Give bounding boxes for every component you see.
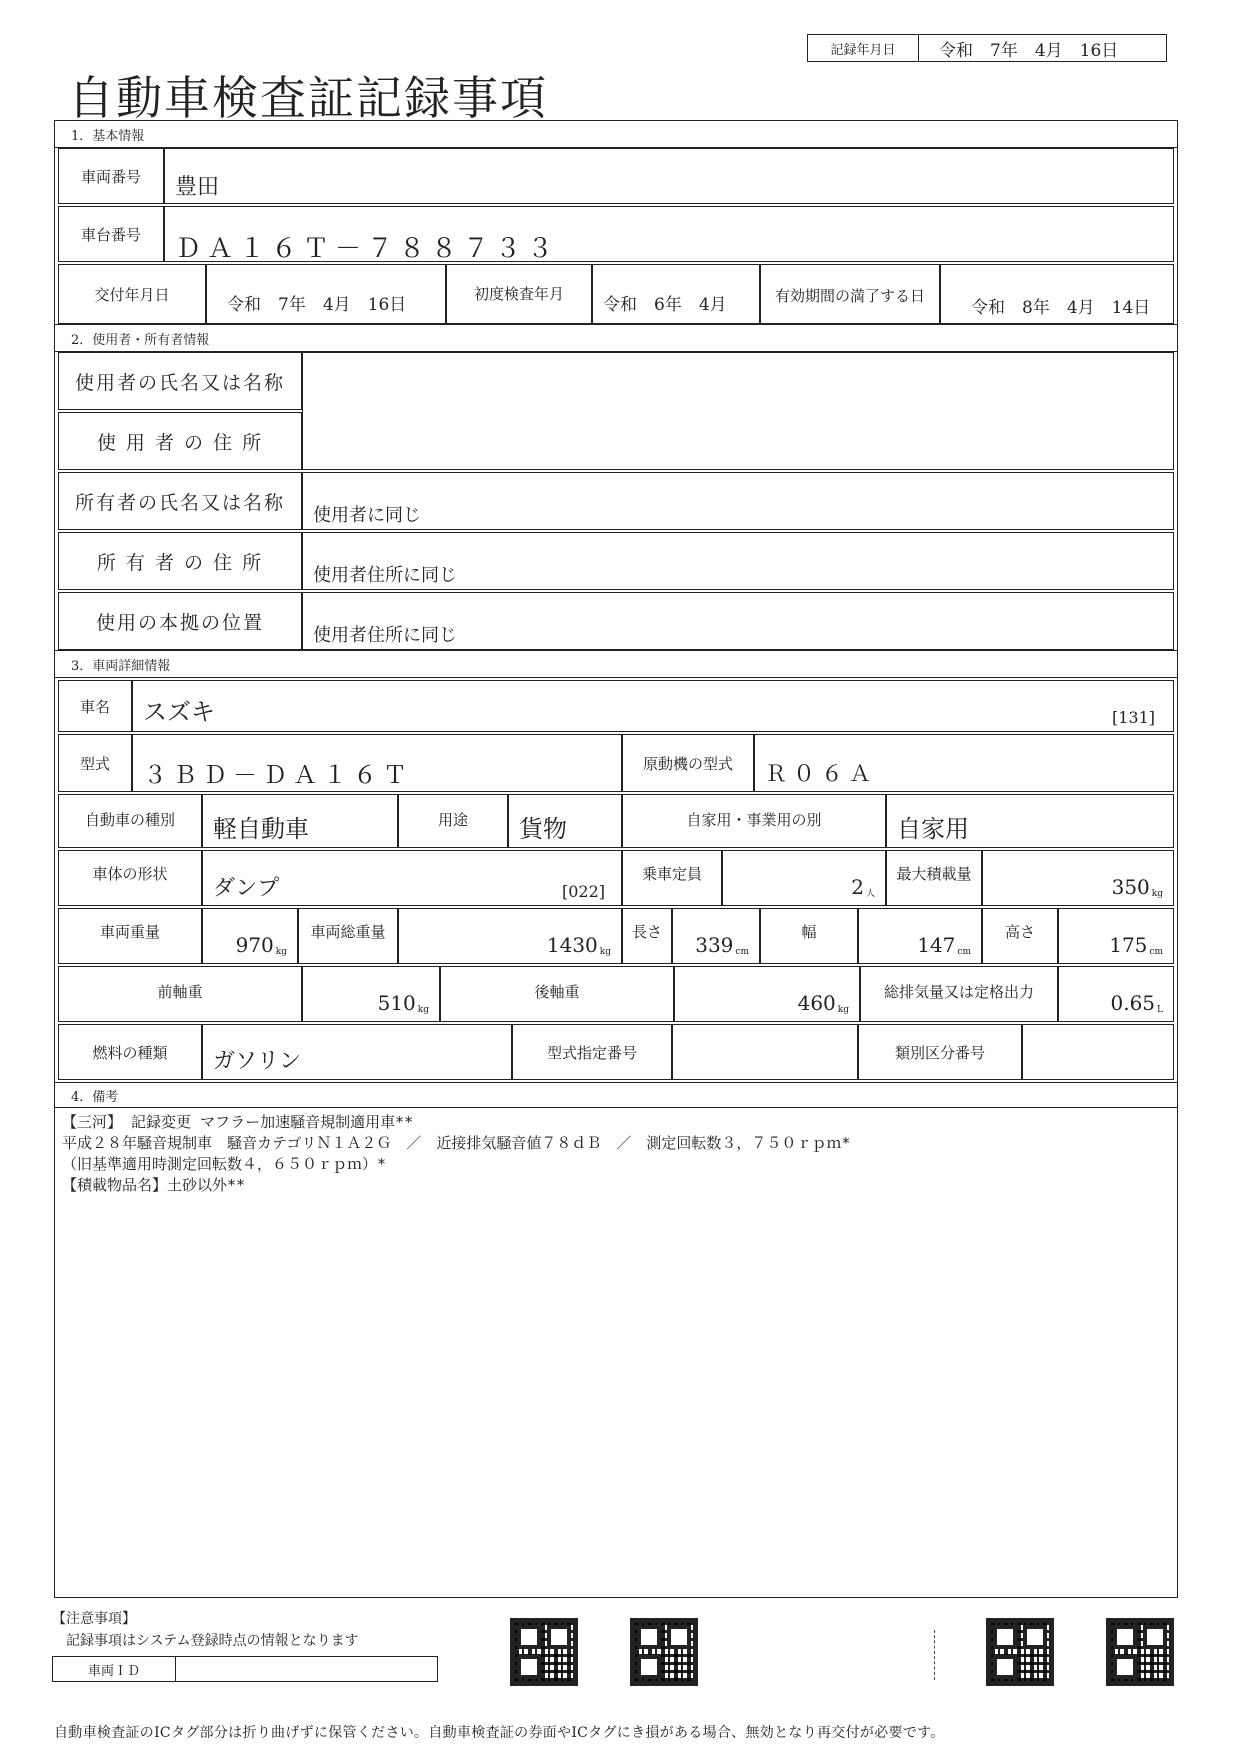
user-address-label: 使 用 者 の 住 所 <box>58 412 302 470</box>
class-label: 類別区分番号 <box>858 1024 1022 1080</box>
section-remarks-header: 4．備考 <box>54 1082 1178 1108</box>
weight-label: 車両重量 <box>58 908 202 964</box>
front-axle-label: 前軸重 <box>58 966 302 1022</box>
capacity-unit: 人 <box>865 889 875 899</box>
body-code: [022] <box>562 882 606 901</box>
user-name-label: 使用者の氏名又は名称 <box>58 352 302 410</box>
max-load-label: 最大積載量 <box>886 850 982 906</box>
height-value <box>1058 908 1174 964</box>
gross-weight-label: 車両総重量 <box>298 908 398 964</box>
record-date-box <box>807 34 1167 62</box>
model-label: 型式 <box>58 734 132 792</box>
expiry-value: 令和 8年 4月 14日 <box>940 264 1174 324</box>
qr-code-icon <box>986 1618 1054 1686</box>
body-label: 車体の形状 <box>58 850 202 906</box>
record-date-label: 記録年月日 <box>808 35 919 61</box>
displacement-unit: L <box>1157 1005 1163 1015</box>
owner-address-value: 使用者住所に同じ <box>302 532 1174 590</box>
fuel-value: ガソリン <box>202 1024 512 1080</box>
divider <box>934 1630 935 1680</box>
length-label: 長さ <box>622 908 672 964</box>
displacement-value <box>1058 966 1174 1022</box>
length-number: 339 <box>695 933 734 957</box>
rear-axle-value <box>674 966 860 1022</box>
capacity-number: 2 <box>851 875 864 899</box>
remarks-line: 【積載物品名】土砂以外** <box>62 1176 246 1194</box>
base-location-value: 使用者住所に同じ <box>302 592 1174 650</box>
front-axle-value <box>302 966 440 1022</box>
height-label: 高さ <box>982 908 1058 964</box>
section-vehicle-header: 3．車両詳細情報 <box>54 650 1178 678</box>
front-axle-number: 510 <box>377 991 416 1015</box>
capacity-label: 乗車定員 <box>622 850 722 906</box>
expiry-label: 有効期間の満了する日 <box>760 264 940 324</box>
vehicle-id-box <box>52 1656 438 1682</box>
vehicle-name-value: スズキ <box>132 680 1174 732</box>
length-unit: cm <box>735 947 749 957</box>
model-value: ３ＢＤ－ＤＡ１６Ｔ <box>132 734 622 792</box>
owner-address-label: 所 有 者 の 住 所 <box>58 532 302 590</box>
notes-heading: 【注意事項】 <box>52 1611 136 1627</box>
remarks-line: （旧基準適用時測定回転数４，６５０ｒｐｍ）* <box>62 1155 387 1173</box>
vehicle-id-value <box>176 1657 437 1681</box>
height-unit: cm <box>1149 947 1163 957</box>
page-title: 自動車検査証記録事項 <box>68 71 548 125</box>
section-basic-header: 1．基本情報 <box>54 120 1178 148</box>
engine-value: Ｒ０６Ａ <box>754 734 1174 792</box>
plate-value: 豊田 <box>164 148 1174 204</box>
max-load-value <box>982 850 1174 906</box>
rear-axle-number: 460 <box>797 991 836 1015</box>
capacity-value <box>722 850 886 906</box>
kind-value: 軽自動車 <box>202 794 398 848</box>
class-value <box>1022 1024 1174 1080</box>
section-user-header: 2．使用者・所有者情報 <box>54 324 1178 352</box>
chassis-label: 車台番号 <box>58 206 164 262</box>
displacement-label: 総排気量又は定格出力 <box>860 966 1058 1022</box>
private-value: 自家用 <box>886 794 1174 848</box>
owner-name-value: 使用者に同じ <box>302 472 1174 530</box>
base-location-label: 使用の本拠の位置 <box>58 592 302 650</box>
private-label: 自家用・事業用の別 <box>622 794 886 848</box>
vehicle-name-code: [131] <box>1112 708 1156 727</box>
first-reg-value: 令和 6年 4月 <box>592 264 760 324</box>
width-value <box>858 908 982 964</box>
type-designation-label: 型式指定番号 <box>512 1024 672 1080</box>
width-unit: cm <box>957 947 971 957</box>
width-label: 幅 <box>760 908 858 964</box>
engine-label: 原動機の型式 <box>622 734 754 792</box>
vehicle-name-label: 車名 <box>58 680 132 732</box>
gross-weight-unit: kg <box>599 947 611 957</box>
qr-code-icon <box>630 1618 698 1686</box>
weight-number: 970 <box>235 933 274 957</box>
qr-code-icon <box>1106 1618 1174 1686</box>
rear-axle-unit: kg <box>837 1005 849 1015</box>
front-axle-unit: kg <box>417 1005 429 1015</box>
gross-weight-number: 1430 <box>546 933 598 957</box>
max-load-number: 350 <box>1111 875 1150 899</box>
length-value <box>672 908 760 964</box>
kind-label: 自動車の種別 <box>58 794 202 848</box>
remarks-line: 【三河】 記録変更 マフラー加速騒音規制適用車** <box>62 1113 414 1131</box>
weight-unit: kg <box>275 947 287 957</box>
rear-axle-label: 後軸重 <box>440 966 674 1022</box>
max-load-unit: kg <box>1151 889 1163 899</box>
use-value: 貨物 <box>508 794 622 848</box>
displacement-number: 0.65 <box>1110 991 1156 1015</box>
chassis-value: ＤＡ１６Ｔ－７８８７３３ <box>164 206 1174 262</box>
gross-weight-value <box>398 908 622 964</box>
fuel-label: 燃料の種類 <box>58 1024 202 1080</box>
notes-text: 記録事項はシステム登録時点の情報となります <box>66 1633 359 1649</box>
record-date-value: 令和 7年 4月 16日 <box>939 40 1119 61</box>
remarks-line: 平成２８年騒音規制車 騒音カテゴリＮ１Ａ２Ｇ ／ 近接排気騒音値７８ｄＢ ／ 測定回転数３，７５０ｒｐｍ* <box>62 1134 851 1152</box>
height-number: 175 <box>1109 933 1148 957</box>
first-reg-label: 初度検査年月 <box>446 264 592 324</box>
remarks-block <box>62 1112 1162 1196</box>
vehicle-id-label: 車両ＩＤ <box>53 1657 176 1681</box>
qr-code-icon <box>510 1618 578 1686</box>
type-designation-value <box>672 1024 858 1080</box>
footer-notice: 自動車検査証のICタグ部分は折り曲げずに保管ください。自動車検査証の券面やICタグにき損がある場合、無効となり再交付が必要です。 <box>54 1725 945 1741</box>
user-name-value <box>302 352 1174 470</box>
owner-name-label: 所有者の氏名又は名称 <box>58 472 302 530</box>
body-value: ダンプ <box>202 850 622 906</box>
width-number: 147 <box>917 933 956 957</box>
use-label: 用途 <box>398 794 508 848</box>
issue-date-label: 交付年月日 <box>58 264 206 324</box>
weight-value <box>202 908 298 964</box>
issue-date-value: 令和 7年 4月 16日 <box>206 264 446 324</box>
plate-label: 車両番号 <box>58 148 164 204</box>
